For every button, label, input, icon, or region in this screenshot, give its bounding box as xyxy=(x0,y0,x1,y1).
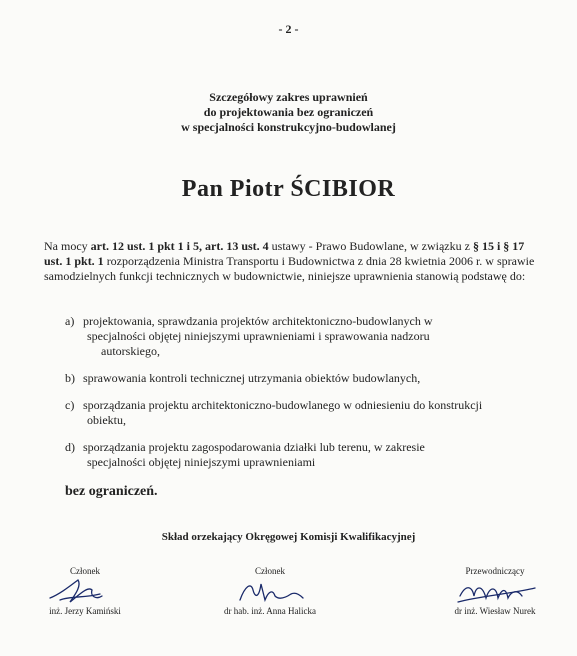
intro-text-1: Na mocy xyxy=(44,239,91,253)
intro-legal-ref-1: art. 12 ust. 1 pkt 1 i 5, art. 13 ust. 4 xyxy=(90,239,269,253)
signature-block-member-1 xyxy=(30,566,140,616)
list-item-letter: d) xyxy=(65,440,75,454)
signature-name: dr hab. inż. Anna Halicka xyxy=(224,606,316,616)
handwritten-signature xyxy=(215,576,325,606)
signature-role: Członek xyxy=(255,566,285,576)
list-item-text: sporządzania projektu architektoniczno-budowlanego w odniesieniu do konstrukcji xyxy=(83,398,483,412)
signature-block-chairman xyxy=(440,566,550,616)
list-item-text: autorskiego, xyxy=(101,344,160,358)
list-item xyxy=(65,398,565,428)
committee-title: Skład orzekający Okręgowej Komisji Kwalifikacyjnej xyxy=(161,531,416,543)
list-item-letter: b) xyxy=(65,371,75,385)
list-item xyxy=(65,314,565,359)
list-item-text: sprawowania kontroli technicznej utrzymania obiektów budowlanych, xyxy=(83,371,421,385)
intro-text-3: rozporządzenia Ministra Transportu i Budownictwa z dnia 28 kwietnia 2006 r. w sprawie samodzielnych funkcji technicznych w budownictwie, niniejsze uprawnienia stanowią podstawę do: xyxy=(44,254,535,283)
final-scope-text: bez ograniczeń. xyxy=(65,484,158,499)
list-item-letter: a) xyxy=(65,314,75,328)
list-item-text: obiektu, xyxy=(87,413,126,427)
intro-text-2: ustawy - Prawo Budowlane, w związku z xyxy=(268,239,473,253)
signature-block-member-2 xyxy=(215,566,325,616)
heading-line-2: do projektowania bez ograniczeń xyxy=(203,105,374,119)
person-name: Pan Piotr ŚCIBIOR xyxy=(181,176,396,202)
list-item xyxy=(65,440,565,470)
page-number: - 2 - xyxy=(278,22,299,36)
list-item-letter: c) xyxy=(65,398,75,412)
list-item xyxy=(65,371,565,386)
handwritten-signature xyxy=(30,576,140,606)
signature-role: Członek xyxy=(70,566,100,576)
intro-paragraph xyxy=(44,239,544,284)
permission-list xyxy=(65,314,565,482)
document-heading xyxy=(0,90,577,135)
list-item-text: specjalności objętej niniejszymi uprawnieniami i sprawowania nadzoru xyxy=(87,329,430,343)
signature-name: dr inż. Wiesław Nurek xyxy=(454,606,536,616)
signature-role: Przewodniczący xyxy=(465,566,525,576)
list-item-text: sporządzania projektu zagospodarowania działki lub terenu, w zakresie xyxy=(83,440,425,454)
heading-line-1: Szczegółowy zakres uprawnień xyxy=(209,90,368,104)
intro-legal-ref-2: § 15 i § 17 ust. 1 pkt. 1 xyxy=(44,239,525,268)
list-item-text: specjalności objętej niniejszymi uprawnieniami xyxy=(87,455,316,469)
handwritten-signature xyxy=(440,576,550,606)
heading-line-3: w specjalności konstrukcyjno-budowlanej xyxy=(181,120,396,134)
signature-name: inż. Jerzy Kamiński xyxy=(49,606,121,616)
list-item-text: projektowania, sprawdzania projektów architektoniczno-budowlanych w xyxy=(83,314,433,328)
